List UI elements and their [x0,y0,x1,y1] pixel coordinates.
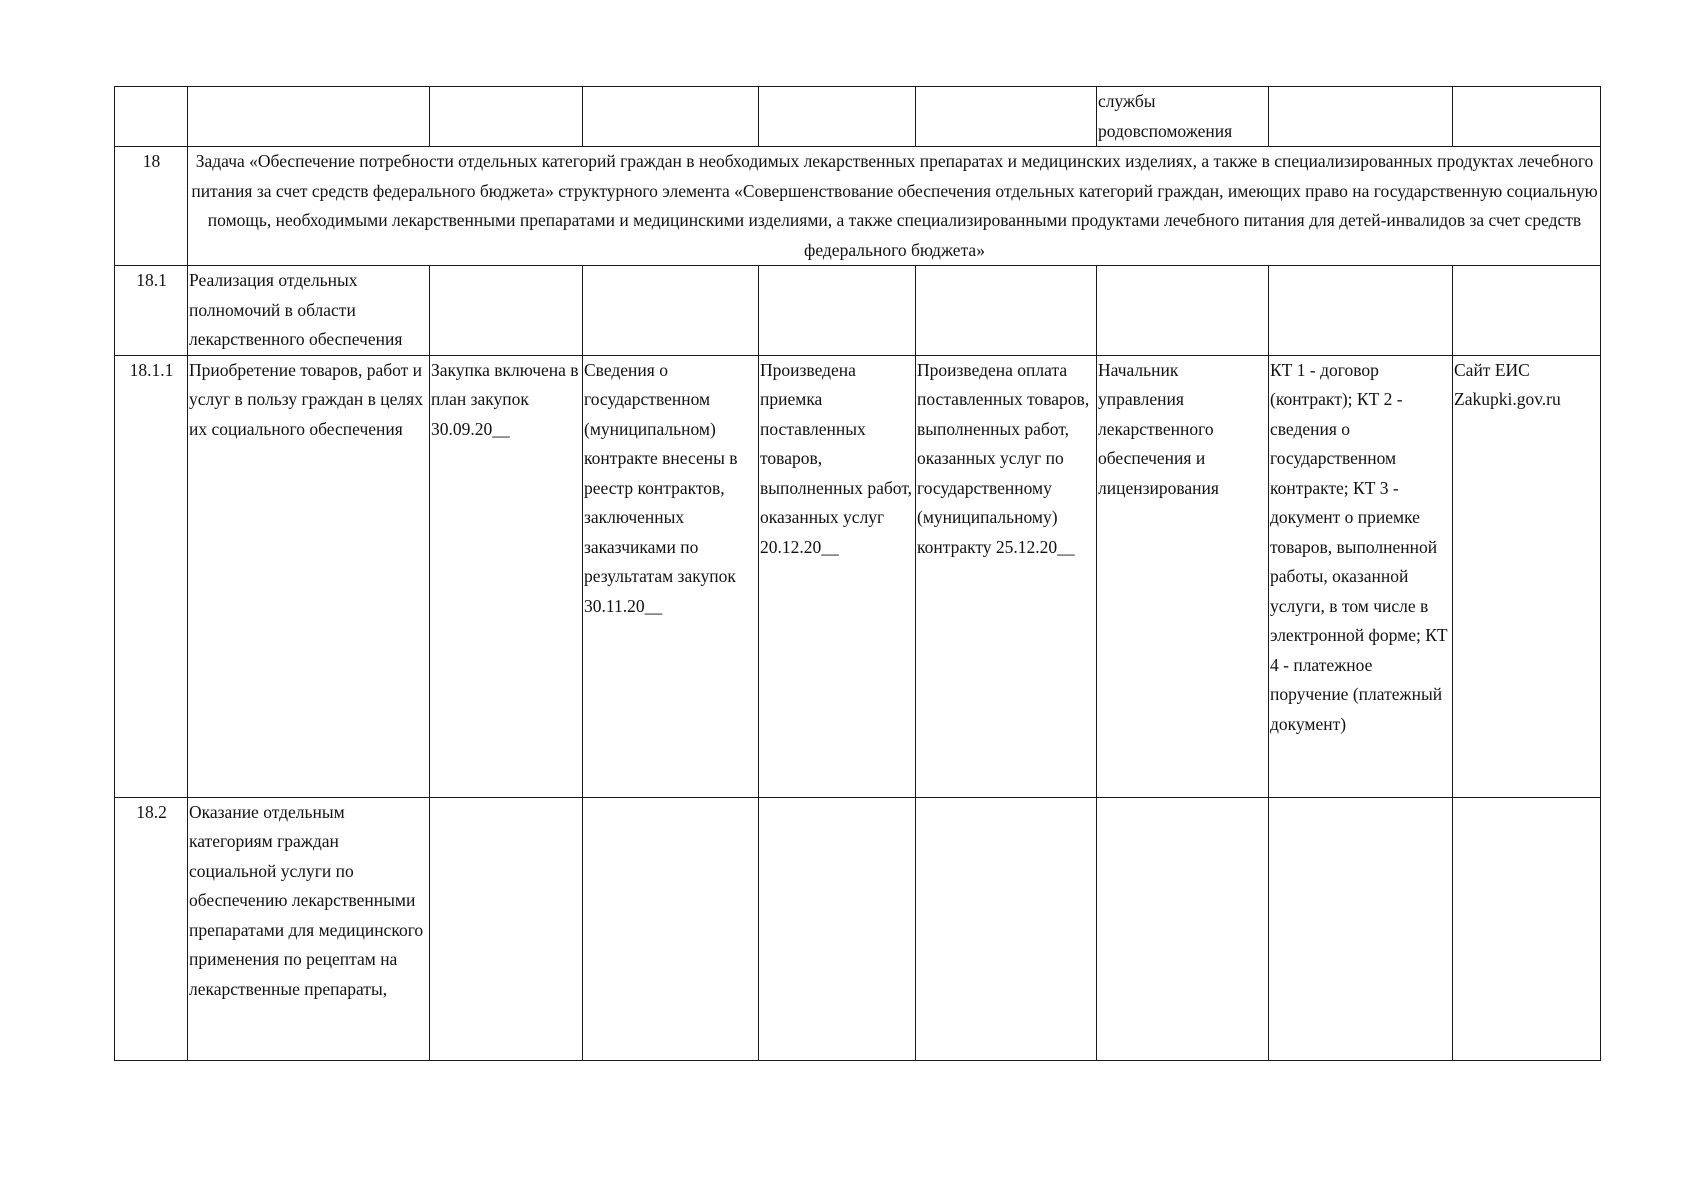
table-cell [916,797,1097,1060]
table-cell [759,266,916,356]
table-cell [1453,797,1601,1060]
table-cell: КТ 1 - договор (контракт); КТ 2 - сведения о государственном контракте; КТ 3 - документ о приемке товаров, выполненной работы, оказанной услуги, в том числе в электронной форме; КТ 4 - платежное поручение (платежный документ) [1269,355,1453,797]
table-cell: Произведена приемка поставленных товаров, выполненных работ, оказанных услуг 20.12.20__ [759,355,916,797]
row-number: 18.1 [115,266,188,356]
table-cell [1269,87,1453,147]
row-number: 18.1.1 [115,355,188,797]
table-cell [115,87,188,147]
table-cell: Произведена оплата поставленных товаров, выполненных работ, оказанных услуг по государственному (муниципальному) контракту 25.12.20__ [916,355,1097,797]
table-cell: Приобретение товаров, работ и услуг в пользу граждан в целях их социального обеспечения [188,355,430,797]
table-row [115,266,1601,356]
table-cell [583,87,759,147]
table-cell [430,266,583,356]
table-cell [430,797,583,1060]
table-cell [916,87,1097,147]
table-row [115,87,1601,147]
task-description: Задача «Обеспечение потребности отдельных категорий граждан в необходимых лекарственных препаратах и медицинских изделиях, а также в специализированных продуктах лечебного питания за счет средств федерального бюджета» структурного элемента «Совершенствование обеспечения отдельных категорий граждан, имеющих право на государственную социальную помощь, необходимыми лекарственными препаратами и медицинскими изделиями, а также специализированными продуктами лечебного питания для детей-инвалидов за счет средств федерального бюджета» [188,147,1601,266]
table-cell: Реализация отдельных полномочий в области лекарственного обеспечения [188,266,430,356]
task-row [115,147,1601,266]
table-cell [583,797,759,1060]
table-cell [1453,266,1601,356]
table-cell [1453,87,1601,147]
table-cell [1269,266,1453,356]
table-cell: Сведения о государственном (муниципальном) контракте внесены в реестр контрактов, заключенных заказчиками по результатам закупок 30.11.20__ [583,355,759,797]
table-cell [1269,797,1453,1060]
table-row [115,355,1601,797]
table-cell: Сайт ЕИС Zakupki.gov.ru [1453,355,1601,797]
table-cell [430,87,583,147]
table-cell [583,266,759,356]
row-number: 18 [115,147,188,266]
table-cell: Оказание отдельным категориям граждан социальной услуги по обеспечению лекарственными препаратами для медицинского применения по рецептам на лекарственные препараты, [188,797,430,1060]
table-cell [759,797,916,1060]
plan-table [114,86,1601,1061]
table-cell [759,87,916,147]
table-cell: Начальник управления лекарственного обеспечения и лицензирования [1097,355,1269,797]
table-cell [188,87,430,147]
table-cell [1097,266,1269,356]
table-cell: службы родовспоможения [1097,87,1269,147]
table-cell [1097,797,1269,1060]
table-row [115,797,1601,1060]
table-cell: Закупка включена в план закупок 30.09.20__ [430,355,583,797]
table-cell [916,266,1097,356]
row-number: 18.2 [115,797,188,1060]
